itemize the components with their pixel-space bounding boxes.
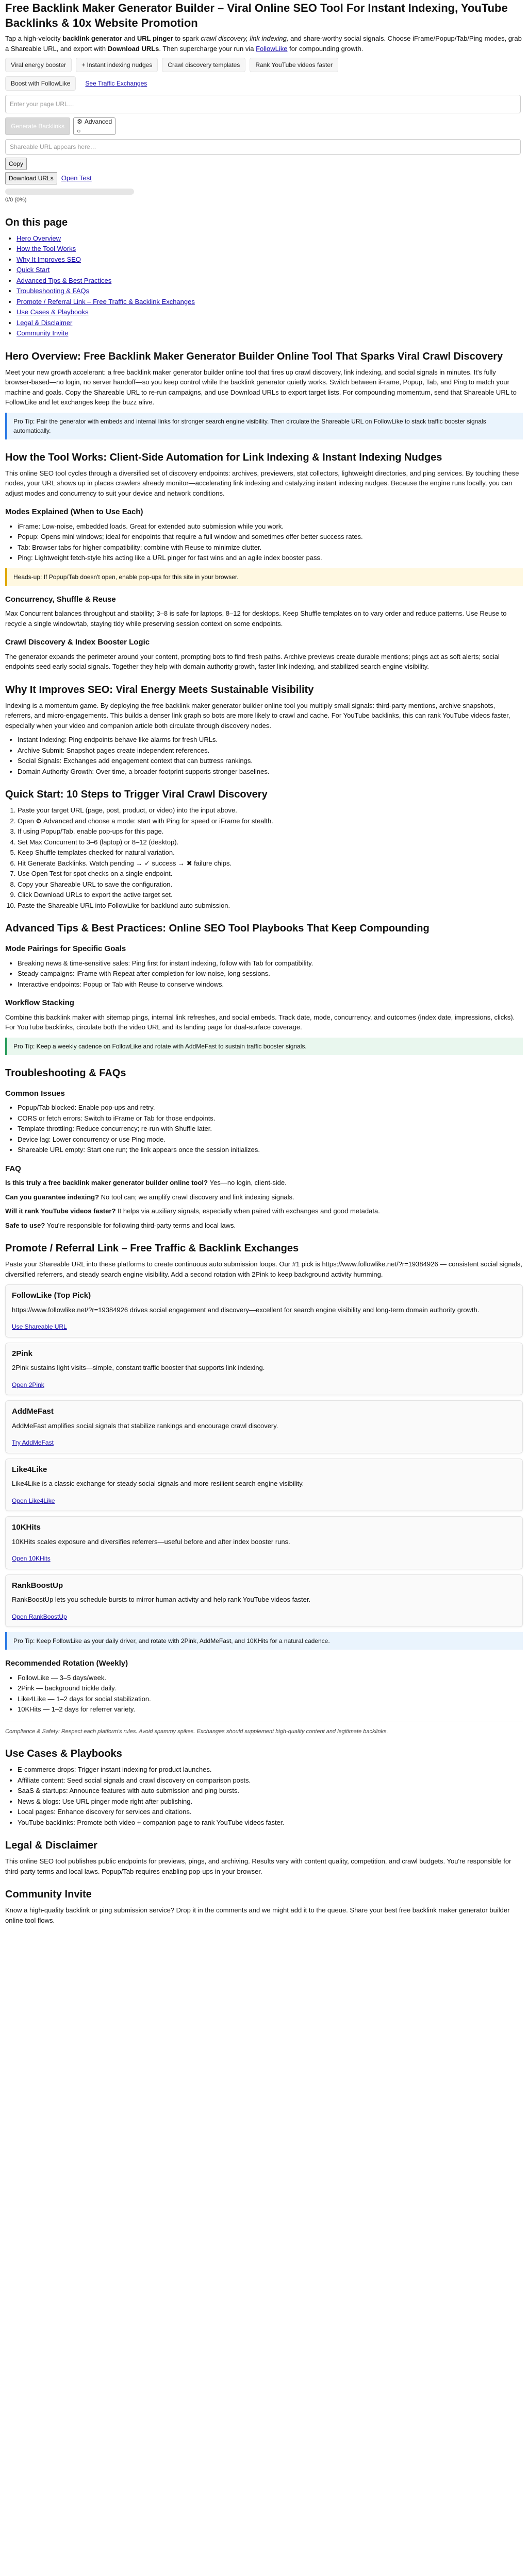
- faq-heading: FAQ: [5, 1164, 21, 1173]
- rotation-list: [5, 1673, 523, 1715]
- toc-item-link[interactable]: Troubleshooting & FAQs: [16, 287, 90, 295]
- why-item: • Archive Submit: Snapshot pages create independent references.: [18, 745, 523, 756]
- progress-bar: [5, 189, 134, 195]
- legal-paragraph: This online SEO tool publishes public endpoints for previews, pings, and archiving. Results vary with content quality, competition, and crawl budgets. You're responsible for third-party terms and local laws. Popup/Tab requires enabling pop-ups in your browser.: [5, 1857, 512, 1875]
- mode-item: • iFrame: Low-noise, embedded loads. Great for extended auto submission while you work.: [18, 521, 523, 532]
- why-heading: Why It Improves SEO: Viral Energy Meets Sustainable Visibility: [5, 684, 314, 696]
- toc-item[interactable]: [16, 265, 523, 275]
- feature-chips-2: [5, 76, 523, 91]
- concurrency-paragraph: Max Concurrent balances throughput and stability; 3–8 is safe for laptops, 8–12 for desktops. Keep Shuffle templates on to vary order and reduce patterns. Use Reuse to recycle a single window/tab, staying tidy while preserving session context on some endpoints.: [5, 609, 507, 628]
- why-item: • Social Signals: Exchanges add engagement context that can buttress rankings.: [18, 756, 523, 766]
- progress-text: 0/0 (0%): [5, 197, 27, 204]
- usecase-item: • Affiliate content: Seed social signals and crawl discovery on comparison posts.: [18, 1775, 523, 1786]
- exchange-card-title: Like4Like: [12, 1465, 47, 1474]
- faq-answer: It helps via auxiliary signals, especially when paired with exchanges and good metadata.: [118, 1207, 380, 1215]
- hero-callout: Pro Tip: Pair the generator with embeds and internal links for stronger search engine visibility. Then circulate the Shareable URL on FollowLike to stack traffic booster signals automatically.: [5, 413, 523, 439]
- exchange-card-cta[interactable]: Open 2Pink: [12, 1381, 44, 1388]
- stacking-paragraph: Combine this backlink maker with sitemap pings, internal link refreshes, and social embeds. Track date, mode, concurrency, and outcomes (index date, impressions, clicks). For YouTube backlinks, circulate both the video URL and its landing page for dual-surface coverage.: [5, 1013, 515, 1031]
- faq-answer: Yes—no login, client-side.: [209, 1179, 287, 1187]
- exchange-card: [5, 1284, 523, 1337]
- mode-controls: [5, 117, 523, 135]
- toc-item[interactable]: [16, 318, 523, 328]
- advanced-heading: Advanced Tips & Best Practices: Online SEO Tool Playbooks That Keep Compounding: [5, 923, 430, 935]
- quick-step: 7. Use Open Test for spot checks on a single endpoint.: [18, 869, 523, 879]
- chip-rank-youtube[interactable]: Rank YouTube videos faster: [250, 58, 338, 72]
- toc-item-link[interactable]: Legal & Disclaimer: [16, 318, 73, 327]
- shareable-url-field[interactable]: Shareable URL appears here…: [5, 139, 521, 155]
- toc-item-link[interactable]: Why It Improves SEO: [16, 255, 81, 263]
- rotation-item: • 2Pink — background trickle daily.: [18, 1683, 523, 1693]
- faq-answer: You're responsible for following third-party terms and local laws.: [46, 1221, 236, 1229]
- mode-item: • Popup: Opens mini windows; ideal for endpoints that require a full window and sometimes offer better success rates.: [18, 532, 523, 542]
- quick-step: 1. Paste your target URL (page, post, product, or video) into the input above.: [18, 805, 523, 816]
- toc-item[interactable]: [16, 255, 523, 265]
- toc-item-link[interactable]: Quick Start: [16, 266, 50, 274]
- exchange-card-title: AddMeFast: [12, 1407, 54, 1416]
- exchange-card-cta[interactable]: Try AddMeFast: [12, 1439, 54, 1447]
- why-list: [5, 735, 523, 776]
- toc-heading: On this page: [5, 216, 68, 228]
- intro-paragraph: Tap a high-velocity backlink generator and URL pinger to spark crawl discovery, link indexing, and share-worthy social signals. Choose iFrame/Popup/Tab/Ping modes, grab a Shareable URL, and export with Download URLs. Then supercharge your run via FollowLike for compounding growth.: [5, 35, 522, 53]
- pairing-item: • Steady campaigns: iFrame with Repeat after completion for low-noise, long sessions.: [18, 969, 523, 979]
- issue-item: • CORS or fetch errors: Switch to iFrame or Tab for those endpoints.: [18, 1113, 523, 1124]
- followlike-link[interactable]: FollowLike: [256, 44, 288, 53]
- promote-callout: Pro Tip: Keep FollowLike as your daily driver, and rotate with 2Pink, AddMeFast, and 10KHits for a natural cadence.: [5, 1632, 523, 1650]
- toc-item[interactable]: [16, 286, 523, 296]
- exchange-cards: [5, 1284, 523, 1627]
- crawl-paragraph: The generator expands the perimeter around your content, prompting bots to find fresh paths. Archive previews create durable mentions; pings act as soft alerts; social endpoints seed early social signals. Together they help with domain authority growth, faster link indexing, and stabilized search engine visibility.: [5, 652, 500, 671]
- quick-steps: [5, 805, 523, 910]
- exchange-card-body: 2Pink sustains light visits—simple, constant traffic booster that supports link indexing.: [12, 1364, 265, 1372]
- why-paragraph: Indexing is a momentum game. By deploying the free backlink maker generator builder online tool you multiply small signals: third-party mentions, archive snapshots, referrers, and micro-engagements. This builds a denser link graph so bots are more likely to crawl and cache. For YouTube backlinks, this can rank YouTube videos faster, especially when your video and companion article both circulate through discovery nodes.: [5, 701, 510, 730]
- quick-step: 10. Paste the Shareable URL into FollowLike for backlund auto submission.: [18, 901, 523, 911]
- toc-item[interactable]: [16, 244, 523, 254]
- quick-step: 5. Keep Shuffle templates checked for natural variation.: [18, 848, 523, 858]
- toc-item[interactable]: [16, 307, 523, 317]
- chip-crawl-discovery[interactable]: Crawl discovery templates: [162, 58, 245, 72]
- pairings-heading: Mode Pairings for Specific Goals: [5, 944, 126, 954]
- chip-viral-energy[interactable]: Viral energy booster: [5, 58, 72, 72]
- rotation-item: • Like4Like — 1–2 days for social stabilization.: [18, 1694, 523, 1704]
- usecases-heading: Use Cases & Playbooks: [5, 1748, 122, 1760]
- toc-item[interactable]: [16, 297, 523, 307]
- hero-heading: Hero Overview: Free Backlink Maker Generator Builder Online Tool That Sparks Viral Crawl Discovery: [5, 350, 503, 362]
- quick-step: 4. Set Max Concurrent to 3–6 (laptop) or 8–12 (desktop).: [18, 837, 523, 848]
- copy-button[interactable]: Copy: [5, 158, 27, 170]
- quick-step: 2. Open ⚙ Advanced and choose a mode: start with Ping for speed or iFrame for stealth.: [18, 816, 523, 826]
- rotation-heading: Recommended Rotation (Weekly): [5, 1659, 128, 1668]
- issue-item: • Popup/Tab blocked: Enable pop-ups and retry.: [18, 1103, 523, 1113]
- why-item: • Domain Authority Growth: Over time, a broader footprint supports stronger baselines.: [18, 767, 523, 777]
- issue-item: • Device lag: Lower concurrency or use Ping mode.: [18, 1134, 523, 1145]
- mode-item: • Tab: Browser tabs for higher compatibility; combine with Reuse to minimize clutter.: [18, 543, 523, 553]
- exchange-card-title: 10KHits: [12, 1523, 41, 1532]
- faq-question: Will it rank YouTube videos faster?: [5, 1207, 118, 1215]
- open-test-link[interactable]: Open Test: [61, 174, 92, 182]
- faq-answer: No tool can; we amplify crawl discovery and link indexing signals.: [101, 1193, 294, 1201]
- pairing-item: • Breaking news & time-sensitive sales: Ping first for instant indexing, follow with Tab for compatibility.: [18, 958, 523, 969]
- faq-item: [5, 1206, 523, 1216]
- exchange-card: [5, 1400, 523, 1453]
- rotation-item: • 10KHits — 1–2 days for referrer variety.: [18, 1704, 523, 1715]
- toc-list: [5, 233, 523, 338]
- exchange-card-body: 10KHits scales exposure and diversifies referrers—useful before and after index booster runs.: [12, 1537, 290, 1546]
- chip-instant-indexing[interactable]: + Instant indexing nudges: [76, 58, 158, 72]
- faq-list: [5, 1178, 523, 1230]
- exchange-card-cta[interactable]: Open Like4Like: [12, 1497, 55, 1504]
- exchange-card: [5, 1343, 523, 1396]
- issue-item: • Shareable URL empty: Start one run; the link appears once the session initializes.: [18, 1145, 523, 1155]
- advanced-callout: Pro Tip: Keep a weekly cadence on FollowLike and rotate with AddMeFast to sustain traffic booster signals.: [5, 1038, 523, 1055]
- page-title: Free Backlink Maker Generator Builder – Viral Online SEO Tool For Instant Indexing, YouTube Backlinks & 10x Website Promotion: [5, 2, 508, 29]
- toc-item[interactable]: [16, 233, 523, 244]
- advanced-toggle[interactable]: ⚙ Advanced ○: [73, 117, 116, 135]
- faq-item: [5, 1192, 523, 1202]
- modes-list: [5, 521, 523, 563]
- chip-boost-followlike[interactable]: Boost with FollowLike: [5, 76, 76, 91]
- exchange-card-cta[interactable]: Use Shareable URL: [12, 1323, 67, 1331]
- modes-heading: Modes Explained (When to Use Each): [5, 507, 143, 517]
- toc-item-link[interactable]: Promote / Referral Link – Free Traffic & Backlink Exchanges: [16, 297, 195, 306]
- exchange-card-body: https://www.followlike.net/?r=19384926 drives social engagement and discovery—excellent for search engine visibility and long-term domain authority growth.: [12, 1306, 480, 1314]
- exchange-card-cta[interactable]: Open RankBoostUp: [12, 1613, 67, 1620]
- toc-item-link[interactable]: Community Invite: [16, 329, 69, 337]
- mode-item: • Ping: Lightweight fetch-style hits acting like a URL pinger for fast wins and an agile index booster pass.: [18, 553, 523, 563]
- exchange-card-title: FollowLike (Top Pick): [12, 1291, 91, 1300]
- toc-item-link[interactable]: Use Cases & Playbooks: [16, 308, 89, 316]
- toc-item-link[interactable]: Advanced Tips & Best Practices: [16, 276, 112, 284]
- exchange-card-title: RankBoostUp: [12, 1581, 63, 1590]
- page-url-input[interactable]: Enter your page URL…: [5, 95, 521, 113]
- stacking-heading: Workflow Stacking: [5, 998, 74, 1008]
- usecase-item: • Local pages: Enhance discovery for services and citations.: [18, 1807, 523, 1817]
- exchange-card-title: 2Pink: [12, 1349, 33, 1358]
- faq-question: Is this truly a free backlink maker generator builder online tool?: [5, 1179, 210, 1187]
- issue-item: • Template throttling: Reduce concurrency; re-run with Shuffle later.: [18, 1124, 523, 1134]
- exchange-card-cta[interactable]: Open 10KHits: [12, 1555, 51, 1563]
- concurrency-heading: Concurrency, Shuffle & Reuse: [5, 595, 116, 604]
- see-traffic-exchanges-link[interactable]: See Traffic Exchanges: [80, 77, 152, 90]
- hero-paragraph: Meet your new growth accelerant: a free backlink maker generator builder online tool that fires up crawl discovery, link indexing, and social signals in minutes. It's fully browser-based—no login, no server handoff—so you keep control while the backlink generator quietly works. Switch between iFrame, Popup, Tab, and Ping to match your machine and goals. Copy the Shareable URL to re-run campaigns, and use Download URLs to export target lists. For compounding momentum, send that Shareable URL to FollowLike and let exchanges keep the buzz alive.: [5, 368, 517, 406]
- toc-item-link[interactable]: Hero Overview: [16, 234, 61, 242]
- usecases-list: [5, 1765, 523, 1827]
- gear-icon: ⚙: [77, 118, 82, 126]
- pairing-item: • Interactive endpoints: Popup or Tab with Reuse to conserve windows.: [18, 979, 523, 990]
- how-paragraph: This online SEO tool cycles through a diversified set of discovery endpoints: archives, previewers, stat collectors, lightweight directories, and ping services. By touching these nodes, your URL shows up in places crawlers already monitor—accelerating link indexing and catalyzing instant indexing nudges. Because the engine runs locally, you can adjust modes and concurrency to suit your device and network conditions.: [5, 469, 519, 497]
- headsup-callout: Heads-up: If Popup/Tab doesn't open, enable pop-ups for this site in your browser.: [5, 568, 523, 586]
- plus-icon: +: [81, 61, 87, 69]
- promote-heading: Promote / Referral Link – Free Traffic & Backlink Exchanges: [5, 1243, 299, 1255]
- how-heading: How the Tool Works: Client-Side Automation for Link Indexing & Instant Indexing Nudges: [5, 451, 442, 463]
- faq-item: [5, 1221, 523, 1231]
- trouble-heading: Troubleshooting & FAQs: [5, 1067, 126, 1079]
- why-item: • Instant Indexing: Ping endpoints behave like alarms for fresh URLs.: [18, 735, 523, 745]
- legal-heading: Legal & Disclaimer: [5, 1840, 97, 1852]
- feature-chips: [5, 58, 523, 72]
- community-paragraph: Know a high-quality backlink or ping submission service? Drop it in the comments and we might add it to the queue. Share your best free backlink maker generator builder online tool flows.: [5, 1906, 510, 1924]
- compliance-note: Compliance & Safety: Respect each platform's rules. Avoid spammy spikes. Exchanges should supplement high-quality content and legitimate backlinks.: [5, 1728, 388, 1735]
- rotation-item: • FollowLike — 3–5 days/week.: [18, 1673, 523, 1683]
- exchange-card-body: RankBoostUp lets you schedule bursts to mirror human activity and help rank YouTube videos faster.: [12, 1596, 311, 1604]
- pairings-list: [5, 958, 523, 990]
- usecase-item: • News & blogs: Use URL pinger mode right after publishing.: [18, 1797, 523, 1807]
- download-urls-button[interactable]: Download URLs: [5, 172, 57, 184]
- faq-item: [5, 1178, 523, 1188]
- usecase-item: • YouTube backlinks: Promote both video + companion page to rank YouTube videos faster.: [18, 1818, 523, 1828]
- common-issues-heading: Common Issues: [5, 1089, 65, 1098]
- quick-step: 6. Hit Generate Backlinks. Watch pending → ✓ success → ✖ failure chips.: [18, 858, 523, 869]
- exchange-card-body: AddMeFast amplifies social signals that stabilize rankings and encourage crawl discovery.: [12, 1421, 278, 1430]
- promote-paragraph: Paste your Shareable URL into these platforms to create continuous auto submission loops. Our #1 pick is https://www.followlike.net/?r=19384926 — consistent social signals, diversified referrers, and steady search engine visibility. Add a second rotation with 2Pink to keep background activity humming.: [5, 1260, 522, 1278]
- toc-item[interactable]: [16, 276, 523, 286]
- crawl-heading: Crawl Discovery & Index Booster Logic: [5, 638, 150, 647]
- quick-heading: Quick Start: 10 Steps to Trigger Viral Crawl Discovery: [5, 789, 268, 801]
- exchange-card: [5, 1459, 523, 1512]
- issues-list: [5, 1103, 523, 1155]
- toc-item-link[interactable]: How the Tool Works: [16, 245, 76, 253]
- toc-item[interactable]: [16, 328, 523, 338]
- usecase-item: • SaaS & startups: Announce features with auto submission and ping bursts.: [18, 1786, 523, 1796]
- community-heading: Community Invite: [5, 1889, 92, 1901]
- exchange-card-body: Like4Like is a classic exchange for steady social signals and more resilient search engine visibility.: [12, 1480, 304, 1488]
- quick-step: 3. If using Popup/Tab, enable pop-ups for this page.: [18, 826, 523, 837]
- quick-step: 9. Click Download URLs to export the active target set.: [18, 890, 523, 900]
- quick-step: 8. Copy your Shareable URL to save the configuration.: [18, 879, 523, 890]
- exchange-card: [5, 1574, 523, 1628]
- exchange-card: [5, 1516, 523, 1569]
- radio-icon: ○: [77, 127, 81, 135]
- faq-question: Can you guarantee indexing?: [5, 1193, 101, 1201]
- usecase-item: • E-commerce drops: Trigger instant indexing for product launches.: [18, 1765, 523, 1775]
- faq-question: Safe to use?: [5, 1221, 47, 1229]
- generate-backlinks-button[interactable]: Generate Backlinks: [5, 117, 70, 135]
